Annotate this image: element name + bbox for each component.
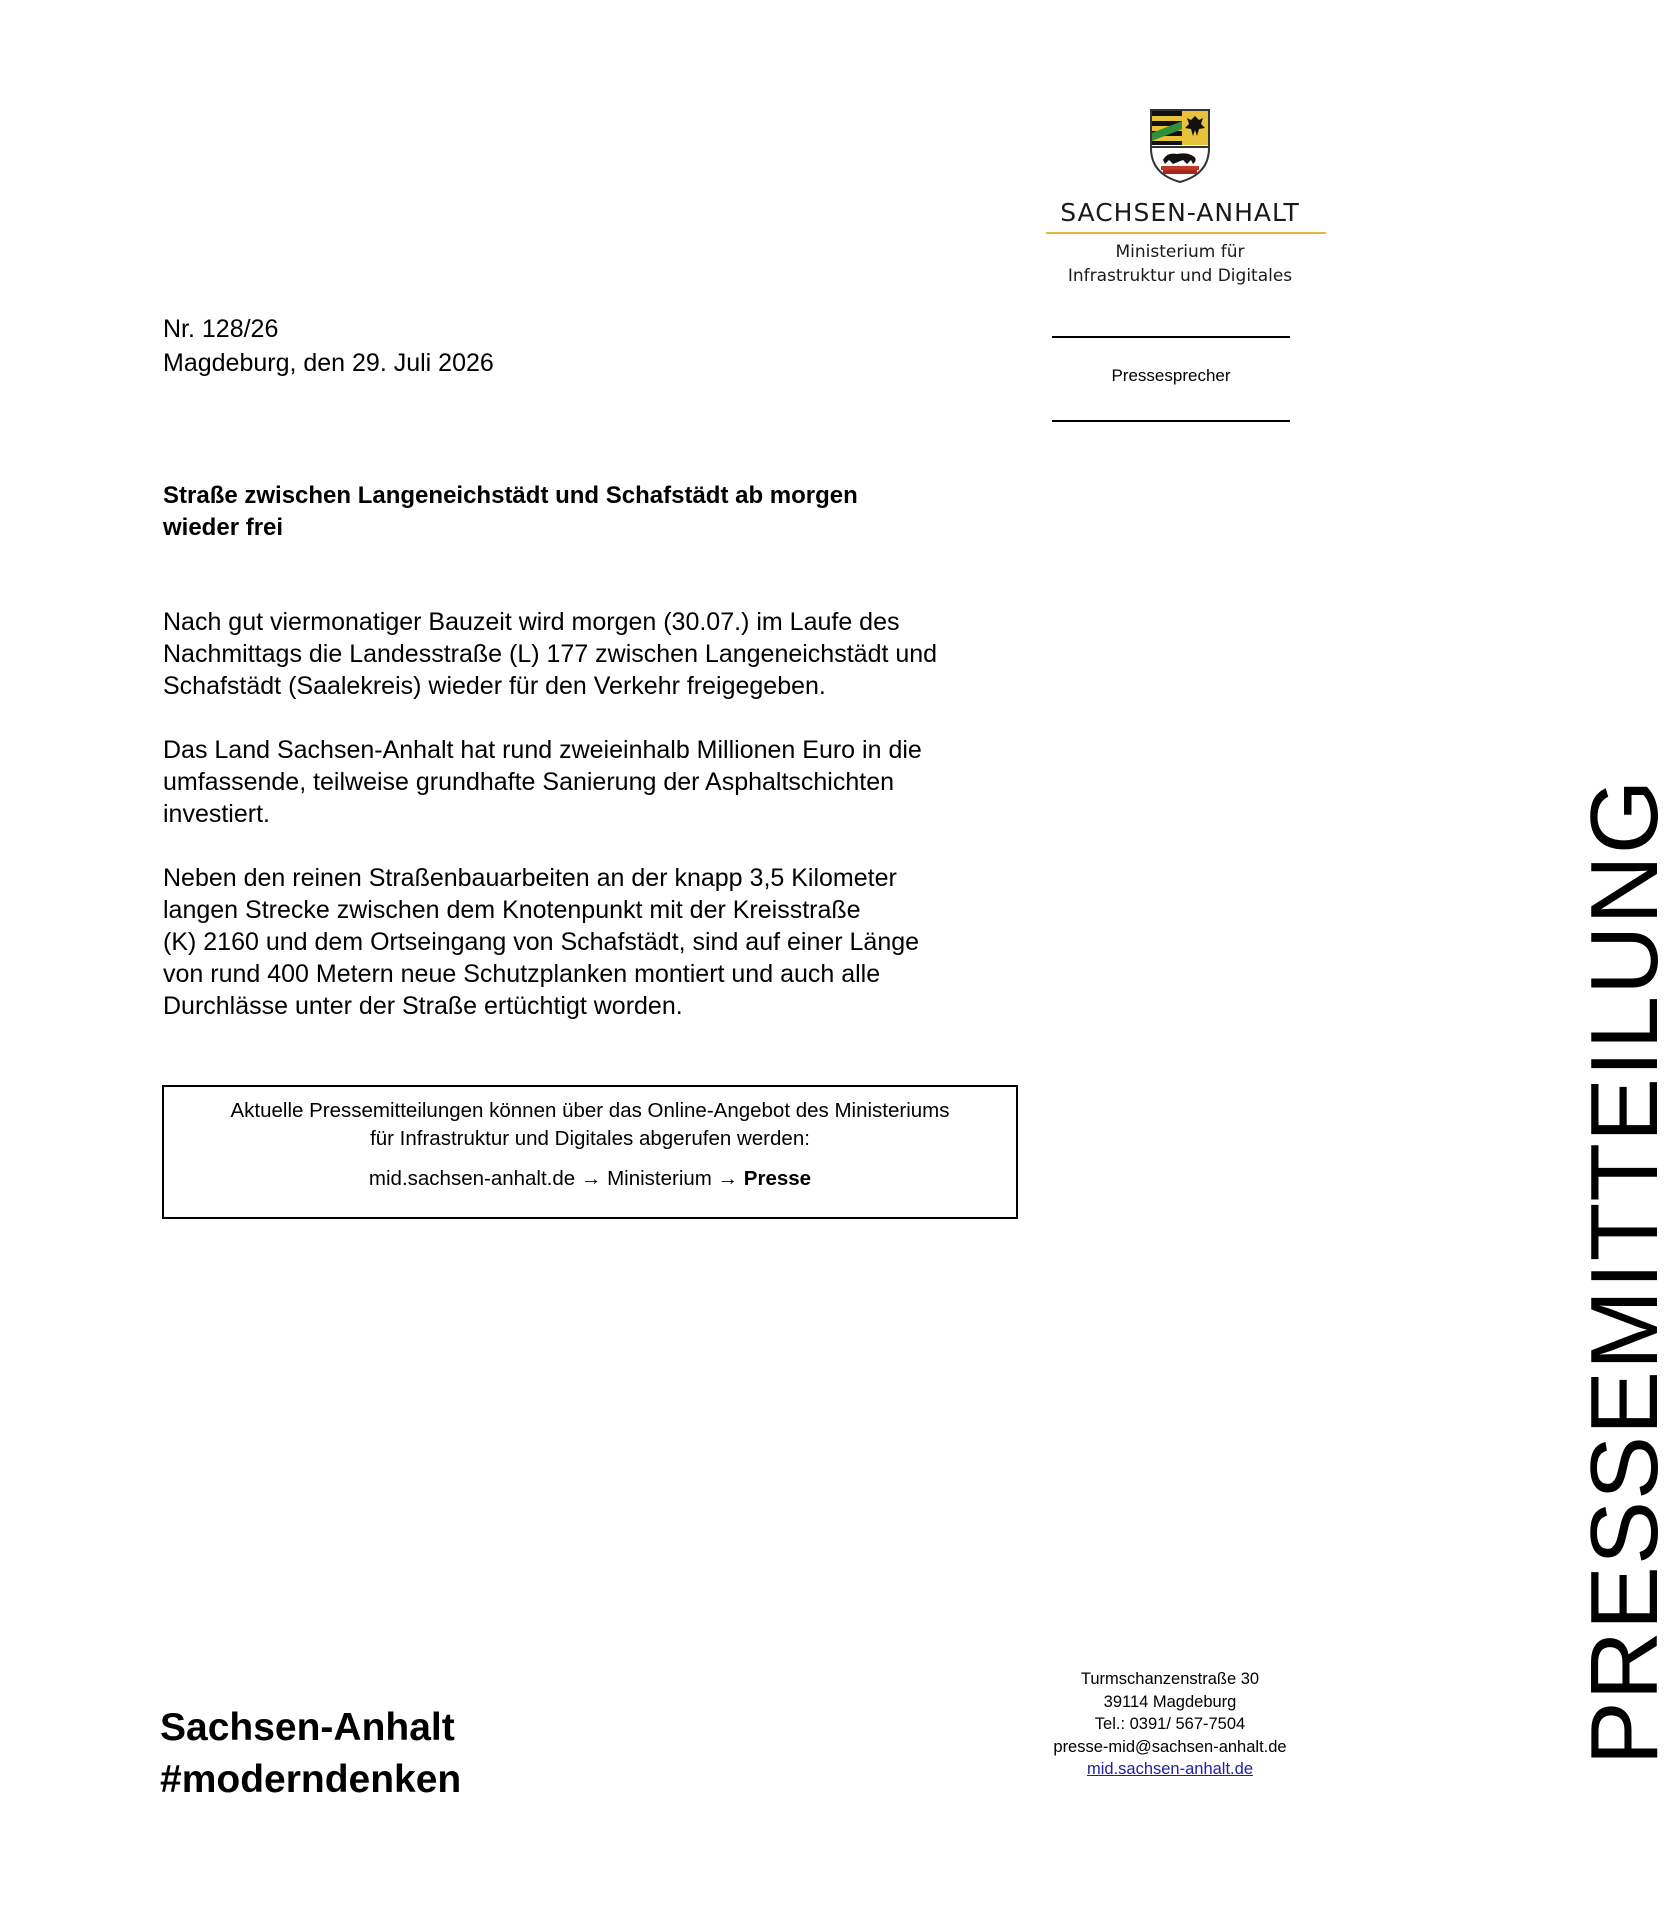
press-release-vertical-title: PRESSEMITTEILUNG	[1571, 778, 1678, 1766]
accent-divider	[1046, 232, 1326, 234]
spokesperson-label: Pressesprecher	[1111, 366, 1231, 385]
footer-slogan-line-1: Sachsen-Anhalt	[160, 1706, 455, 1749]
ministry-name	[1030, 240, 1330, 288]
right-arrow-icon: →	[717, 1167, 739, 1190]
paragraph-line: Schafstädt (Saalekreis) wieder für den Verkehr freigegeben.	[163, 672, 826, 700]
document-meta	[163, 312, 494, 380]
document-place-date: Magdeburg, den 29. Juli 2026	[163, 349, 494, 377]
paragraph-3	[163, 862, 1043, 1022]
coat-of-arms-icon	[1149, 108, 1211, 184]
ministry-name-line-2: Infrastruktur und Digitales	[1067, 266, 1293, 286]
info-box-line-2: für Infrastruktur und Digitales abgerufen werden:	[370, 1127, 810, 1150]
paragraph-line: von rund 400 Metern neue Schutzplanken montiert und auch alle	[163, 960, 881, 988]
paragraph-2	[163, 734, 1043, 830]
paragraph-1	[163, 606, 1043, 702]
state-name: SACHSEN-ANHALT	[1060, 198, 1300, 227]
contact-street: Turmschanzenstraße 30	[1080, 1670, 1260, 1688]
footer-slogan-line-2: #moderndenken	[160, 1758, 462, 1801]
info-box	[162, 1085, 1018, 1219]
info-box-line-1: Aktuelle Pressemitteilungen können über das Online-Angebot des Ministeriums	[230, 1099, 950, 1122]
info-path-page: Presse	[743, 1167, 812, 1190]
ministry-name-line-1: Ministerium für	[1115, 242, 1245, 262]
paragraph-line: Nach gut viermonatiger Bauzeit wird morgen (30.07.) im Laufe des	[163, 608, 900, 636]
contact-email: presse-mid@sachsen-anhalt.de	[1053, 1737, 1287, 1756]
divider-top	[1052, 336, 1290, 338]
paragraph-line: Nachmittags die Landesstraße (L) 177 zwischen Langeneichstädt und	[163, 640, 938, 668]
document-number: Nr. 128/26	[163, 315, 279, 343]
info-path-site: mid.sachsen-anhalt.de	[368, 1167, 576, 1190]
paragraph-line: Das Land Sachsen-Anhalt hat rund zweieinhalb Millionen Euro in die	[163, 736, 922, 764]
paragraph-line: (K) 2160 und dem Ortseingang von Schafstädt, sind auf einer Länge	[163, 928, 920, 956]
ministry-logo	[1030, 108, 1330, 288]
contact-block	[1020, 1668, 1320, 1781]
footer-slogan	[160, 1702, 461, 1806]
body-text	[163, 606, 1043, 1054]
paragraph-line: langen Strecke zwischen dem Knotenpunkt mit der Kreisstraße	[163, 896, 861, 924]
right-arrow-icon: →	[580, 1167, 602, 1190]
contact-phone: Tel.: 0391/ 567-7504	[1094, 1715, 1246, 1733]
contact-city: 39114 Magdeburg	[1103, 1692, 1237, 1711]
contact-website-link[interactable]: mid.sachsen-anhalt.de	[1086, 1760, 1253, 1778]
paragraph-line: Durchlässe unter der Straße ertüchtigt worden.	[163, 992, 683, 1020]
paragraph-line: investiert.	[163, 800, 270, 828]
paragraph-line: Neben den reinen Straßenbauarbeiten an der knapp 3,5 Kilometer	[163, 864, 897, 892]
headline-line-1: Straße zwischen Langeneichstädt und Schafstädt ab morgen	[163, 482, 858, 509]
headline	[163, 480, 1023, 544]
paragraph-line: umfassende, teilweise grundhafte Sanierung der Asphaltschichten	[163, 768, 895, 796]
headline-line-2: wieder frei	[163, 514, 284, 541]
spokesperson-block	[1052, 336, 1290, 422]
info-path-section: Ministerium	[607, 1167, 712, 1190]
divider-bottom	[1052, 420, 1290, 422]
info-box-navigation-path	[164, 1165, 1016, 1193]
